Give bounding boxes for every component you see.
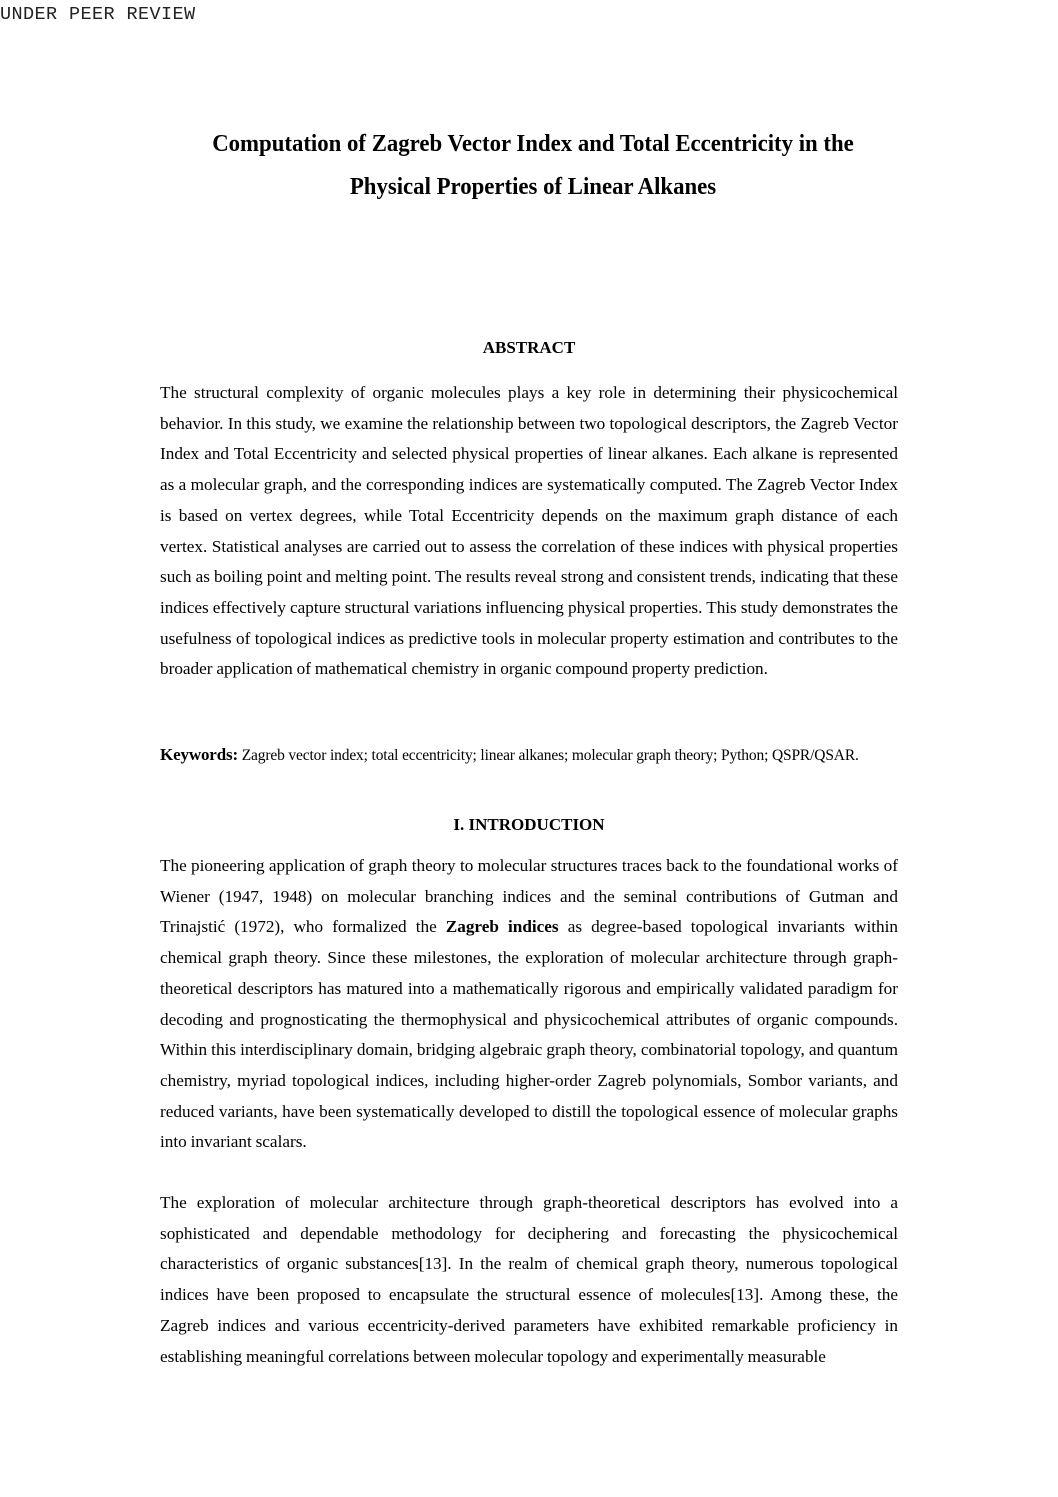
under-review-watermark: UNDER PEER REVIEW (0, 4, 196, 25)
keywords-list: Zagreb vector index; total eccentricity; linear alkanes; molecular graph theory; Python; QSPR/QSAR. (237, 747, 859, 764)
paper-title (177, 122, 889, 208)
introduction-heading: I. INTRODUCTION (453, 815, 605, 834)
abstract-heading: ABSTRACT (482, 338, 576, 357)
intro-p1-text-a: The pioneering application of graph theory to molecular structures traces back to the foundational works of Wiener (1947, 1948) on molecular branching indices and the seminal contributions of Gutman and Trinajstić (1972), who formalized the (160, 856, 898, 937)
introduction-paragraph-1 (160, 851, 898, 1158)
keywords-label: Keywords: (160, 745, 238, 764)
paper-title-line-2: Physical Properties of Linear Alkanes (349, 173, 717, 200)
intro-p1-text-b: as degree-based topological invariants within chemical graph theory. Since these milestones, the exploration of molecular architecture through graph-theoretical descriptors has matured into a mathematically rigorous and empirically validated paradigm for decoding and prognosticating the thermophysical and physicochemical attributes of organic compounds. Within this interdisciplinary domain, bridging algebraic graph theory, combinatorial topology, and quantum chemistry, myriad topological indices, including higher-order Zagreb polynomials, Sombor variants, and reduced variants, have been systematically developed to distill the topological essence of molecular graphs into invariant scalars. (160, 917, 898, 1152)
zagreb-indices-term: Zagreb indices (445, 917, 559, 937)
introduction-paragraph-2: The exploration of molecular architecture through graph-theoretical descriptors has evolved into a sophisticated and dependable methodology for deciphering and forecasting the physicochemical characteristics of organic substances[13]. In the realm of chemical graph theory, numerous topological indices have been proposed to encapsulate the structural essence of molecules[13]. Among these, the Zagreb indices and various eccentricity-derived parameters have exhibited remarkable proficiency in establishing meaningful correlations between molecular topology and experimentally measurable (160, 1193, 898, 1366)
paper-title-line-1: Computation of Zagreb Vector Index and Total Eccentricity in the (212, 130, 854, 157)
abstract-text: The structural complexity of organic molecules plays a key role in determining their physicochemical behavior. In this study, we examine the relationship between two topological descriptors, the Zagreb Vector Index and Total Eccentricity and selected physical properties of linear alkanes. Each alkane is represented as a molecular graph, and the corresponding indices are systematically computed. The Zagreb Vector Index is based on vertex degrees, while Total Eccentricity depends on the maximum graph distance of each vertex. Statistical analyses are carried out to assess the correlation of these indices with physical properties such as boiling point and melting point. The results reveal strong and consistent trends, indicating that these indices effectively capture structural variations influencing physical properties. This study demonstrates the usefulness of topological indices as predictive tools in molecular property estimation and contributes to the broader application of mathematical chemistry in organic compound property prediction. (160, 383, 898, 679)
keywords-line (160, 742, 905, 769)
